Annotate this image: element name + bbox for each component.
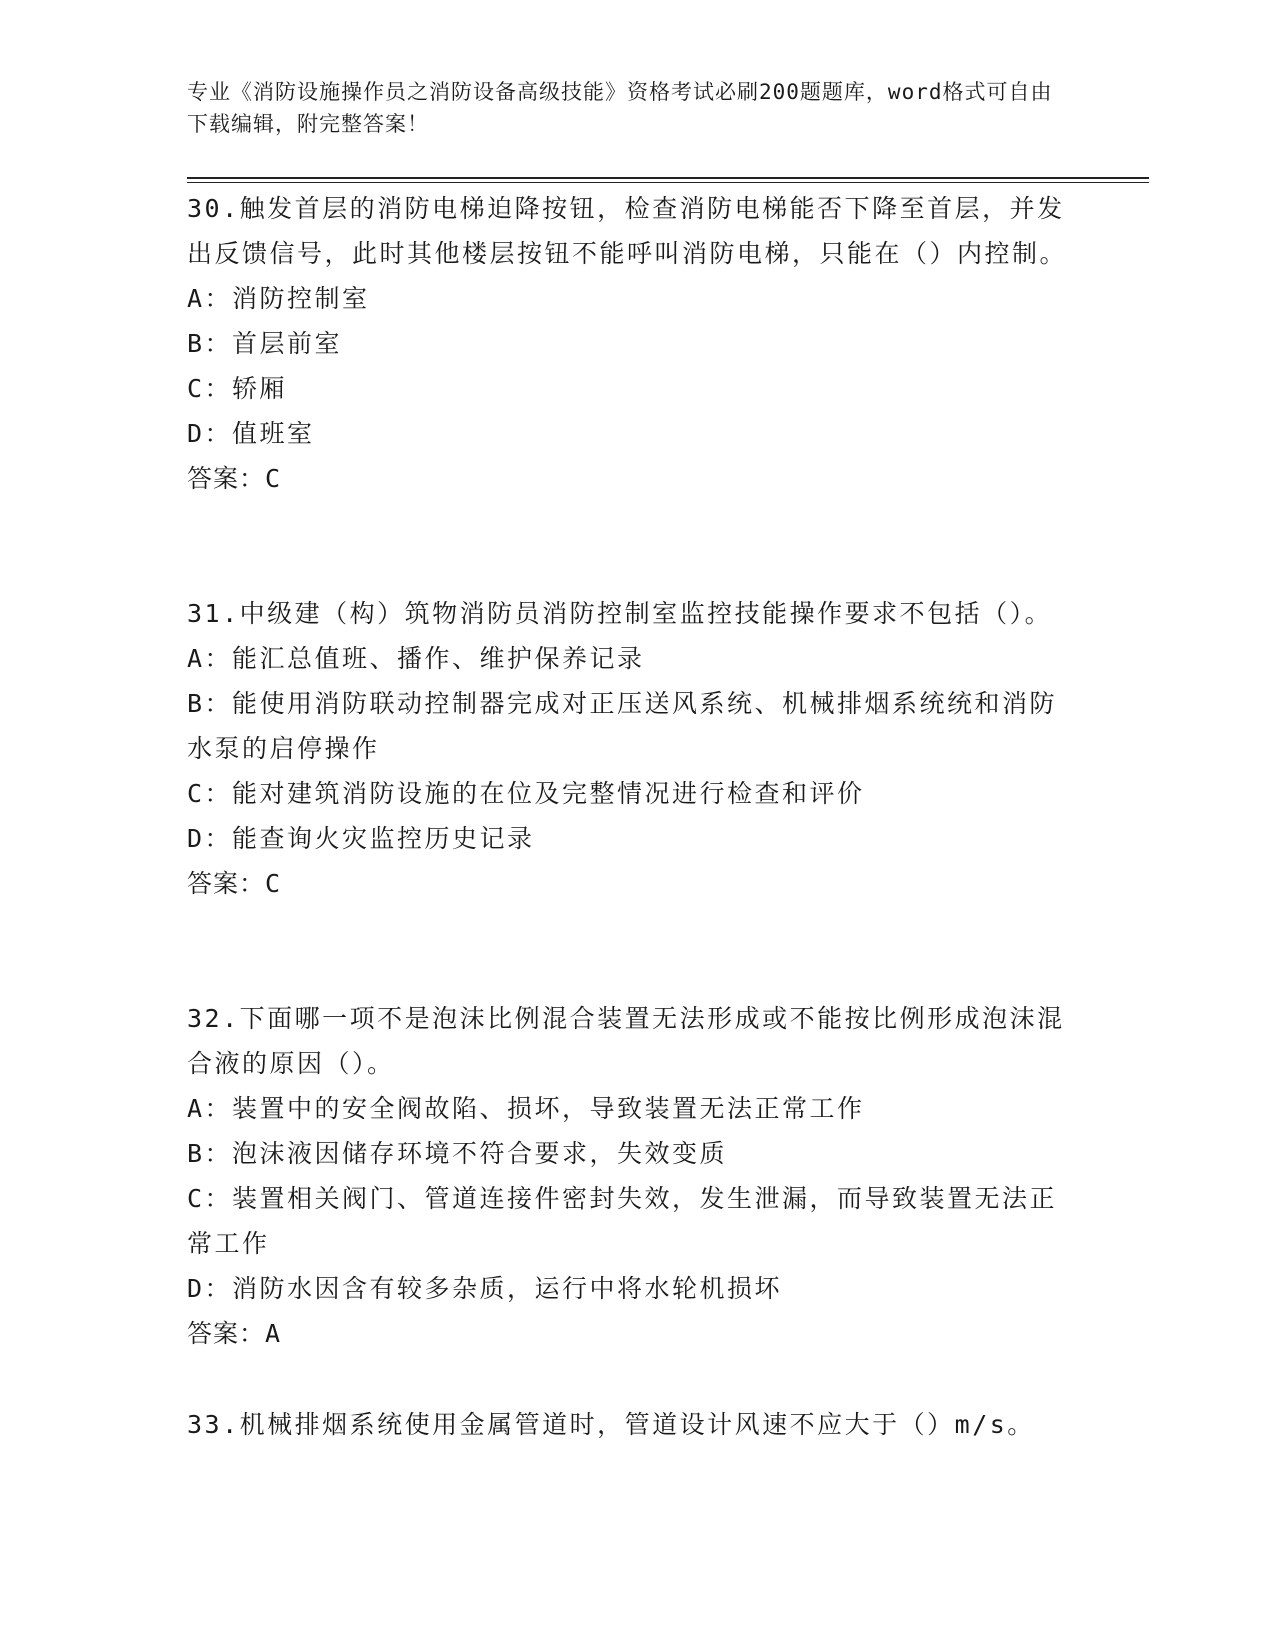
answer-value: A	[265, 1319, 282, 1348]
option-b: B：首层前室	[187, 329, 343, 358]
answer-line	[187, 456, 1067, 501]
option-a: A：装置中的安全阀故陷、损坏，导致装置无法正常工作	[187, 1094, 865, 1123]
option-b: B：泡沫液因储存环境不符合要求，失效变质	[187, 1139, 728, 1168]
answer-label: 答案：	[187, 464, 266, 493]
answer-line	[187, 861, 1067, 906]
question-text: 31.中级建（构）筑物消防员消防控制室监控技能操作要求不包括（）。	[187, 599, 1053, 628]
question-30	[187, 186, 1067, 501]
question-text: 32.下面哪一项不是泡沫比例混合装置无法形成或不能按比例形成泡沫混合液的原因（）。	[187, 1004, 1065, 1078]
document-header: 专业《消防设施操作员之消防设备高级技能》资格考试必刷200题题库，word格式可自由下载编辑，附完整答案！	[187, 80, 1053, 136]
option-c: C：装置相关阀门、管道连接件密封失效，发生泄漏，而导致装置无法正常工作	[187, 1184, 1058, 1258]
header-divider-thin	[187, 182, 1149, 183]
answer-value: C	[265, 869, 282, 898]
option-d: D：消防水因含有较多杂质，运行中将水轮机损坏	[187, 1274, 783, 1303]
option-a: A：能汇总值班、播作、维护保养记录	[187, 644, 645, 673]
option-a: A：消防控制室	[187, 284, 370, 313]
answer-line	[187, 1311, 1067, 1356]
question-text: 30.触发首层的消防电梯迫降按钮，检查消防电梯能否下降至首层，并发出反馈信号，此时其他楼层按钮不能呼叫消防电梯，只能在（）内控制。	[187, 194, 1068, 268]
option-c: C：能对建筑消防设施的在位及完整情况进行检查和评价	[187, 779, 865, 808]
header-divider-thick	[187, 177, 1149, 179]
option-d: D：能查询火灾监控历史记录	[187, 824, 535, 853]
option-c: C：轿厢	[187, 374, 288, 403]
question-33	[187, 1402, 1067, 1447]
question-32	[187, 996, 1067, 1356]
answer-label: 答案：	[187, 869, 266, 898]
option-b: B：能使用消防联动控制器完成对正压送风系统、机械排烟系统统和消防水泵的启停操作	[187, 689, 1058, 763]
answer-label: 答案：	[187, 1319, 266, 1348]
option-d: D：值班室	[187, 419, 315, 448]
question-31	[187, 591, 1067, 906]
answer-value: C	[265, 464, 282, 493]
question-text: 33.机械排烟系统使用金属管道时，管道设计风速不应大于（）m/s。	[187, 1410, 1035, 1439]
